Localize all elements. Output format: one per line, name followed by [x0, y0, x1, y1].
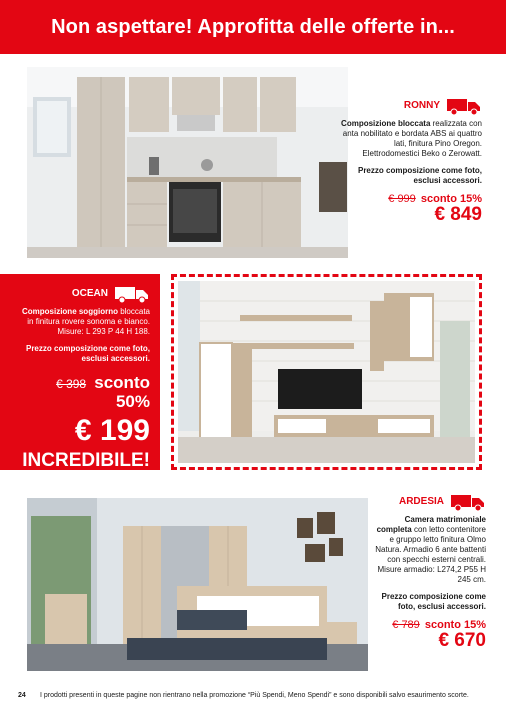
page-number: 24 — [18, 692, 26, 699]
discount-row — [18, 374, 150, 412]
footer — [0, 690, 506, 702]
product-name: ARDESIA — [398, 496, 444, 507]
new-price: € 199 — [74, 414, 150, 447]
product-description: Composizione soggiorno bloccata in finitura rovere sonoma e bianco. Misure: L 293 P 44 H 188. — [21, 307, 150, 336]
price-note: Prezzo composizione come foto, esclusi accessori. — [25, 344, 150, 363]
product-name: RONNY — [403, 100, 440, 111]
product-info-ardesia — [370, 492, 486, 651]
discount-label: sconto 15% — [420, 193, 482, 205]
product-name: OCEAN — [71, 288, 108, 299]
delivery-truck-icon — [446, 96, 482, 116]
product-info-ronny — [338, 96, 482, 225]
header-banner — [0, 0, 506, 54]
price-note: Prezzo composizione come foto, esclusi accessori. — [381, 592, 486, 611]
discount-label: sconto 50% — [94, 373, 150, 411]
promo-badge: INCREDIBILE! — [22, 450, 150, 471]
delivery-truck-icon — [114, 284, 150, 304]
footer-note: I prodotti presenti in queste pagine non rientrano nella promozione “Più Spendi, Meno Spendi” e sono disponibili salvo esaurimento scorte. — [40, 692, 469, 699]
product-description: Camera matrimoniale completa con letto contenitore e gruppo letto finitura Olmo Natura. Armadio 6 ante battenti con specchi esterni centrali. Misure armadio: L274,2 P55 H 245 cm. — [375, 515, 486, 584]
delivery-truck-icon — [450, 492, 486, 512]
living-room-photo — [178, 281, 475, 463]
new-price: € 849 — [434, 204, 482, 225]
product-info-ocean — [0, 274, 160, 470]
old-price: € 398 — [56, 377, 87, 391]
discount-label: sconto 15% — [424, 619, 486, 631]
product-header — [370, 492, 486, 512]
product-description: Composizione bloccata realizzata con anta nobilitato e bordata ABS ai quattro lati, finitura Pino Oregon. Elettrodomestici Beko o Zerowatt. — [341, 119, 482, 158]
product-header — [338, 96, 482, 116]
price-note: Prezzo composizione come foto, esclusi accessori. — [357, 166, 482, 185]
old-price: € 999 — [388, 193, 416, 205]
discount-row — [370, 620, 486, 630]
discount-row — [338, 194, 482, 204]
old-price: € 789 — [392, 619, 420, 631]
new-price: € 670 — [438, 630, 486, 651]
page-title: Non aspettare! Approfitta delle offerte in... — [51, 16, 455, 38]
product-header — [18, 284, 150, 304]
bedroom-photo — [27, 498, 368, 671]
kitchen-photo — [27, 67, 348, 258]
